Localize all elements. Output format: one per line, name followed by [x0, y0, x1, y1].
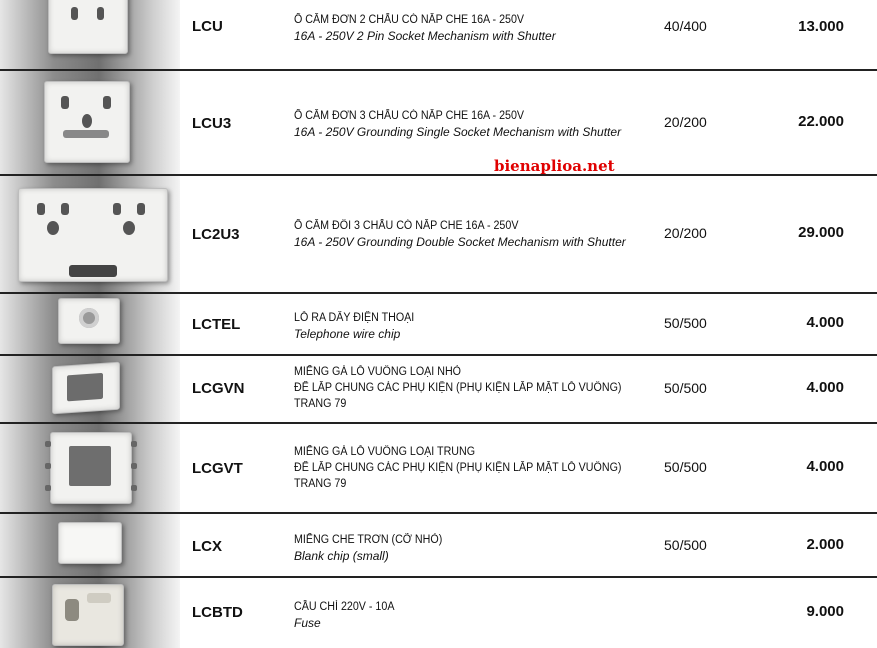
product-description: [294, 364, 654, 412]
product-description: [294, 218, 654, 250]
socket-3pin-icon: [44, 81, 130, 163]
pack-quantity: 20/200: [664, 114, 707, 130]
unit-price: 4.000: [806, 379, 844, 396]
description-en: Blank chip (small): [294, 549, 389, 563]
double-socket-icon: [18, 188, 168, 282]
square-frame-medium-icon: [50, 432, 132, 504]
product-code: LCBTD: [192, 604, 243, 621]
product-code: LCU: [192, 18, 223, 35]
product-description: [294, 310, 654, 342]
unit-price: 2.000: [806, 536, 844, 553]
description-vi-3: TRANG 79: [294, 478, 347, 490]
description-en: 16A - 250V Grounding Double Socket Mechanism with Shutter: [294, 235, 626, 249]
description-vi: Ổ CẮM ĐƠN 3 CHẤU CÓ NẮP CHE 16A - 250V: [294, 110, 525, 122]
product-description: [294, 599, 654, 631]
product-image-lcx: [0, 514, 180, 576]
product-image-lc2u3: [0, 176, 180, 292]
unit-price: 4.000: [806, 458, 844, 475]
description-vi: CẦU CHÌ 220V - 10A: [294, 601, 395, 613]
square-frame-small-icon: [52, 362, 120, 415]
product-description: [294, 12, 654, 44]
product-code: LCGVN: [192, 380, 245, 397]
description-en: Telephone wire chip: [294, 327, 401, 341]
pack-quantity: 50/500: [664, 459, 707, 475]
unit-price: 29.000: [798, 224, 844, 241]
description-vi-2: ĐỂ LẮP CHUNG CÁC PHỤ KIỆN (PHỤ KIỆN LẮP MẶT LỖ VUÔNG): [294, 382, 622, 394]
description-vi-3: TRANG 79: [294, 398, 347, 410]
description-vi: MIẾNG CHE TRƠN (CỠ NHỎ): [294, 534, 443, 546]
description-vi: MIẾNG GÁ LỖ VUÔNG LOẠI TRUNG: [294, 446, 476, 458]
product-image-lcu3: [0, 71, 180, 174]
table-row: [0, 294, 877, 356]
product-image-lcgvt: [0, 424, 180, 512]
product-description: [294, 108, 654, 140]
table-row: [0, 176, 877, 294]
pack-quantity: 50/500: [664, 537, 707, 553]
description-vi: LỖ RA DÂY ĐIỆN THOẠI: [294, 312, 415, 324]
fuse-icon: [52, 584, 124, 646]
description-en: 16A - 250V Grounding Single Socket Mechanism with Shutter: [294, 125, 622, 139]
table-row: [0, 0, 877, 71]
product-description: [294, 444, 654, 492]
table-row: [0, 578, 877, 648]
watermark-text: bienaplioa.net: [494, 157, 615, 175]
description-vi: Ổ CẮM ĐƠN 2 CHẤU CÓ NẮP CHE 16A - 250V: [294, 14, 525, 26]
table-row: [0, 356, 877, 424]
telephone-chip-icon: [58, 298, 120, 344]
unit-price: 9.000: [806, 603, 844, 620]
description-vi-2: ĐỂ LẮP CHUNG CÁC PHỤ KIỆN (PHỤ KIỆN LẮP MẶT LỖ VUÔNG): [294, 462, 622, 474]
description-en: 16A - 250V 2 Pin Socket Mechanism with Shutter: [294, 29, 556, 43]
socket-2pin-icon: [48, 0, 128, 54]
unit-price: 4.000: [806, 314, 844, 331]
product-image-lcu: [0, 0, 180, 69]
blank-chip-icon: [58, 522, 122, 564]
pack-quantity: 50/500: [664, 315, 707, 331]
product-image-lctel: [0, 294, 180, 354]
pack-quantity: 50/500: [664, 380, 707, 396]
unit-price: 13.000: [798, 18, 844, 35]
product-code: LCU3: [192, 115, 232, 132]
product-description: [294, 532, 654, 564]
product-code: LCGVT: [192, 460, 243, 477]
product-image-lcgvn: [0, 356, 180, 422]
table-row: [0, 514, 877, 578]
description-vi: Ổ CẮM ĐÔI 3 CHẤU CÓ NẮP CHE 16A - 250V: [294, 220, 519, 232]
table-row: [0, 71, 877, 176]
unit-price: 22.000: [798, 113, 844, 130]
table-row: [0, 424, 877, 514]
product-code: LCX: [192, 538, 222, 555]
pack-quantity: 40/400: [664, 18, 707, 34]
pack-quantity: 20/200: [664, 225, 707, 241]
product-code: LCTEL: [192, 316, 241, 333]
product-image-lcbtd: [0, 578, 180, 648]
description-vi: MIẾNG GÁ LỖ VUÔNG LOẠI NHỎ: [294, 366, 461, 378]
product-code: LC2U3: [192, 226, 240, 243]
description-en: Fuse: [294, 616, 321, 630]
